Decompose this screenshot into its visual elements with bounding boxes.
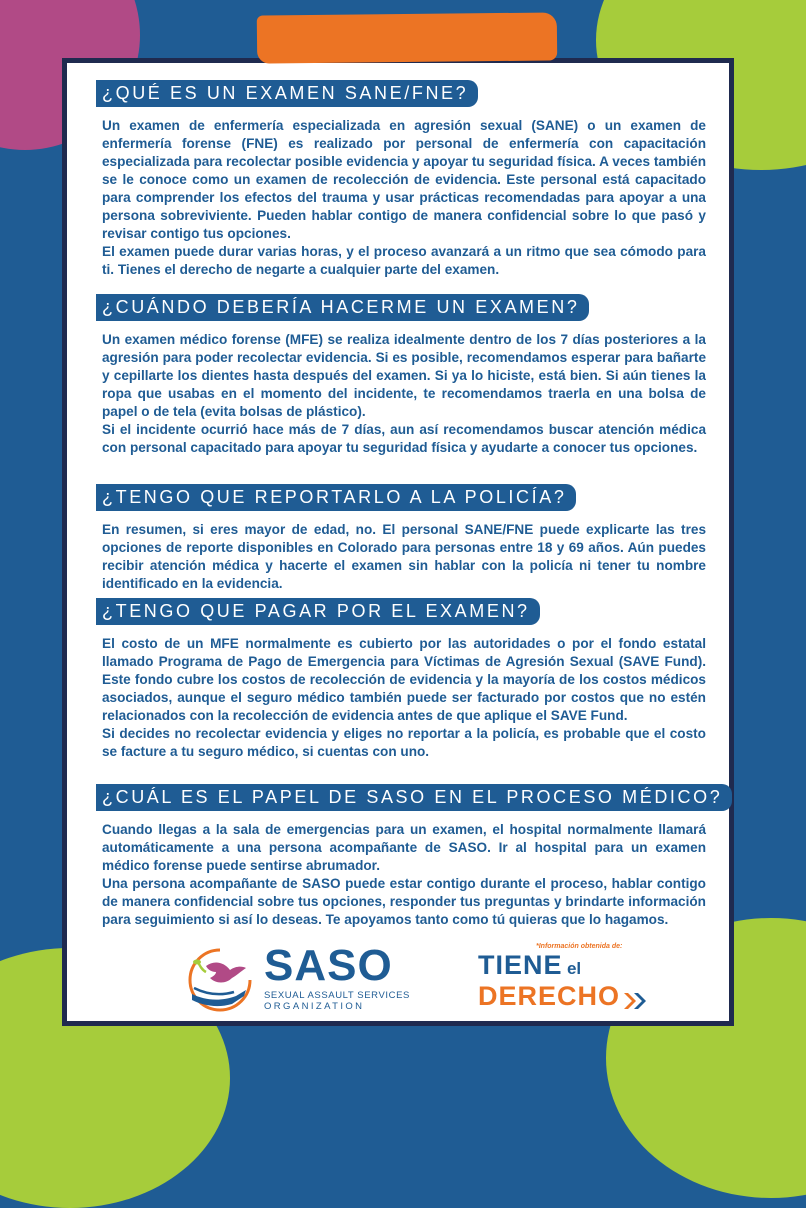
saso-subtitle-line2: ORGANIZATION <box>264 1001 365 1012</box>
section-what-is-exam <box>96 80 706 279</box>
section-body <box>102 821 706 929</box>
saso-subtitle-line1: SEXUAL ASSAULT SERVICES <box>264 990 410 1001</box>
section-body <box>102 117 706 279</box>
saso-logo <box>180 941 420 1014</box>
tiene-el-derecho-logo <box>478 952 650 1014</box>
section-heading: ¿QUÉ ES UN EXAMEN SANE/FNE? <box>96 80 478 107</box>
section-saso-role <box>96 784 723 929</box>
section-heading: ¿TENGO QUE REPORTARLO A LA POLICÍA? <box>96 484 576 511</box>
paragraph: Cuando llegas a la sala de emergencias para un examen, el hospital normalmente llamará automáticamente a una persona acompañante de SASO. Ir al hospital para un examen médico forense puede sentirse abrumador. <box>102 822 706 873</box>
orange-tape <box>257 12 557 63</box>
saso-emblem <box>180 944 260 1014</box>
paragraph: Si decides no recolectar evidencia y eliges no reportar a la policía, es probable que el costo se facture a tu seguro médico, si cuentas con uno. <box>102 726 706 759</box>
section-heading: ¿CUÁL ES EL PAPEL DE SASO EN EL PROCESO MÉDICO? <box>96 784 732 811</box>
source-note: *Información obtenida de: <box>536 943 623 950</box>
section-body <box>102 521 706 593</box>
paragraph: El costo de un MFE normalmente es cubierto por las autoridades o por el fondo estatal llamado Programa de Pago de Emergencia para Víctimas de Agresión Sexual (SAVE Fund). Este fondo cubre los costos de recolección de evidencia y la mayoría de los costos médicos asociados, aunque el seguro médico también puede ser facturado por costos que no estén relacionados con la recolección de evidencia antes de que aplique el SAVE Fund. <box>102 636 706 723</box>
paragraph: Un examen de enfermería especializada en agresión sexual (SANE) o un examen de enfermería forense (FNE) es realizado por personal de enfermería con capacitación especializada para recolectar posible evidencia y apoyar tu seguridad física. A veces también se le conoce como un examen de recolección de evidencia. Este personal está capacitado para comprender los efectos del trauma y usar prácticas recomendadas para apoyar a una persona sobreviviente. Pueden hablar contigo de manera confidencial sobre lo que pasó y revisar contigo tus opciones. <box>102 118 706 241</box>
section-heading: ¿TENGO QUE PAGAR POR EL EXAMEN? <box>96 598 540 625</box>
paragraph: Una persona acompañante de SASO puede estar contigo durante el proceso, hablar contigo de manera confidencial sobre tus opciones, responder tus preguntas y brindarte información para seguimiento si así lo deseas. Te apoyamos tanto como tú quieras que lo hagamos. <box>102 876 706 927</box>
section-report-police <box>96 484 706 593</box>
paragraph: Si el incidente ocurrió hace más de 7 días, aun así recomendamos buscar atención médica con personal capacitado para apoyar tu seguridad física y ayudarte a conocer tus opciones. <box>102 422 706 455</box>
chevron-arrows-icon <box>622 991 650 1011</box>
section-pay-exam <box>96 598 706 761</box>
paragraph: El examen puede durar varias horas, y el proceso avanzará a un ritmo que sea cómodo para ti. Tienes el derecho de negarte a cualquier parte del examen. <box>102 244 706 277</box>
paragraph: Un examen médico forense (MFE) se realiza idealmente dentro de los 7 días posteriores a la agresión para poder recolectar evidencia. Si es posible, recomendamos esperar para bañarte y cepillarte los dientes hasta después del examen. Si ya lo hiciste, está bien. Si aún tienes la ropa que usabas en el momento del incidente, te recomendamos traerla en una bolsa de papel o de tela (evita bolsas de plástico). <box>102 332 706 419</box>
el-word: el <box>566 959 582 978</box>
dove-icon <box>206 963 246 983</box>
section-body <box>102 635 706 761</box>
paragraph: En resumen, si eres mayor de edad, no. El personal SANE/FNE puede explicarte las tres opciones de reporte disponibles en Colorado para personas entre 18 y 69 años. Aún puedes recibir atención médica y hacerte el examen sin hablar con la policía ni tener tu nombre identificado en la evidencia. <box>102 522 706 591</box>
section-when-exam <box>96 294 706 457</box>
section-heading: ¿CUÁNDO DEBERÍA HACERME UN EXAMEN? <box>96 294 589 321</box>
tiene-word: TIENE <box>478 950 563 980</box>
saso-wordmark: SASO <box>264 941 393 990</box>
section-body <box>102 331 706 457</box>
derecho-word: DERECHO <box>478 981 621 1011</box>
